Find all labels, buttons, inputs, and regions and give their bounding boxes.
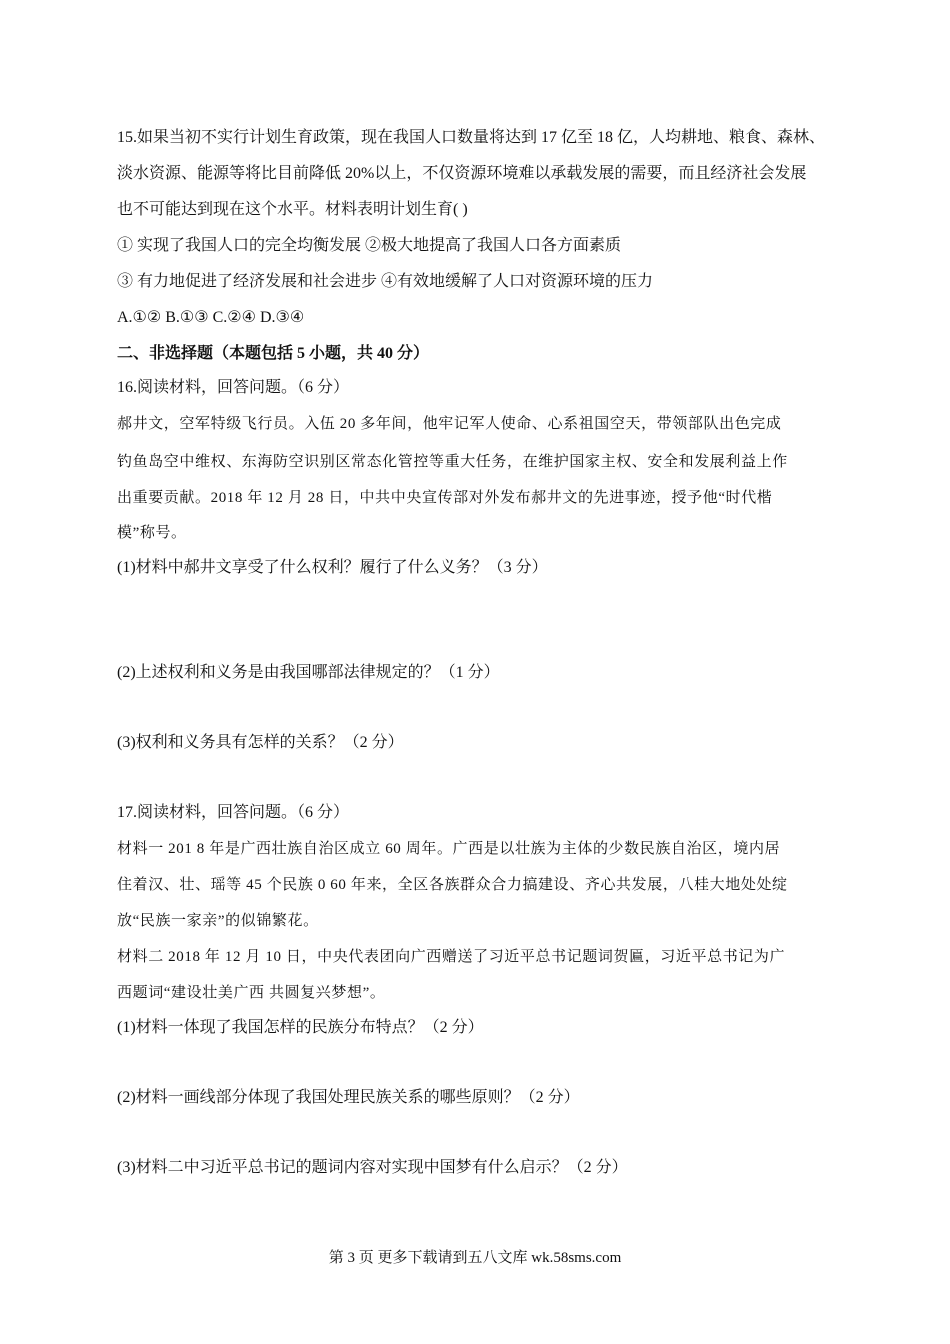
- q17-sub-question-1: (1)材料一体现了我国怎样的民族分布特点？（2 分）: [117, 1019, 484, 1036]
- q17-sub-question-3: (3)材料二中习近平总书记的题词内容对实现中国梦有什么启示？（2 分）: [117, 1159, 628, 1176]
- q17-material-2-line-2: 西题词“建设壮美广西 共圆复兴梦想”。: [117, 985, 386, 1001]
- q17-material-1-line-3: 放“民族一家亲”的似锦繁花。: [117, 913, 319, 929]
- q16-sub-question-3: (3)权利和义务具有怎样的关系？（2 分）: [117, 734, 404, 751]
- q16-sub-question-1: (1)材料中郝井文享受了什么权利？履行了什么义务？（3 分）: [117, 559, 548, 576]
- q15-line-1: 15.如果当初不实行计划生育政策，现在我国人口数量将达到 17 亿至 18 亿，人均耕地、粮食、森林、: [117, 129, 826, 146]
- q15-options-1-2: ① 实现了我国人口的完全均衡发展 ②极大地提高了我国人口各方面素质: [117, 237, 622, 254]
- q16-stem: 16.阅读材料，回答问题。（6 分）: [117, 379, 350, 396]
- q15-choices: A.①② B.①③ C.②④ D.③④: [117, 309, 305, 326]
- q16-material-line-1: 郝井文，空军特级飞行员。入伍 20 多年间，他牢记军人使命、心系祖国空天，带领部队出色完成: [117, 416, 782, 432]
- q17-material-1-line-1: 材料一 201 8 年是广西壮族自治区成立 60 周年。广西是以壮族为主体的少数民族自治区，境内居: [117, 841, 781, 857]
- q15-line-3: 也不可能达到现在这个水平。材料表明计划生育( ): [117, 201, 468, 218]
- q15-line-2: 淡水资源、能源等将比目前降低 20%以上，不仅资源环境难以承载发展的需要，而且经济社会发展: [117, 165, 807, 182]
- q17-material-2-line-1: 材料二 2018 年 12 月 10 日，中央代表团向广西赠送了习近平总书记题词贺匾，习近平总书记为广: [117, 949, 786, 965]
- q16-material-line-3: 出重要贡献。2018 年 12 月 28 日，中共中央宣传部对外发布郝井文的先进事迹，授予他“时代楷: [117, 490, 773, 506]
- q17-sub-question-2: (2)材料一画线部分体现了我国处理民族关系的哪些原则？（2 分）: [117, 1089, 580, 1106]
- q16-sub-question-2: (2)上述权利和义务是由我国哪部法律规定的？（1 分）: [117, 664, 500, 681]
- q17-stem: 17.阅读材料，回答问题。（6 分）: [117, 804, 350, 821]
- q15-options-3-4: ③ 有力地促进了经济发展和社会进步 ④有效地缓解了人口对资源环境的压力: [117, 273, 654, 290]
- page-footer: 第 3 页 更多下载请到五八文库 wk.58sms.com: [328, 1250, 622, 1266]
- q16-material-line-4: 模”称号。: [117, 525, 187, 541]
- q16-material-line-2: 钓鱼岛空中维权、东海防空识别区常态化管控等重大任务，在维护国家主权、安全和发展利益上作: [117, 454, 788, 470]
- section-2-title: 二、非选择题（本题包括 5 小题，共 40 分）: [117, 345, 430, 362]
- q17-material-1-line-2: 住着汉、壮、瑶等 45 个民族 0 60 年来，全区各族群众合力搞建设、齐心共发展，八桂大地处处绽: [117, 877, 788, 893]
